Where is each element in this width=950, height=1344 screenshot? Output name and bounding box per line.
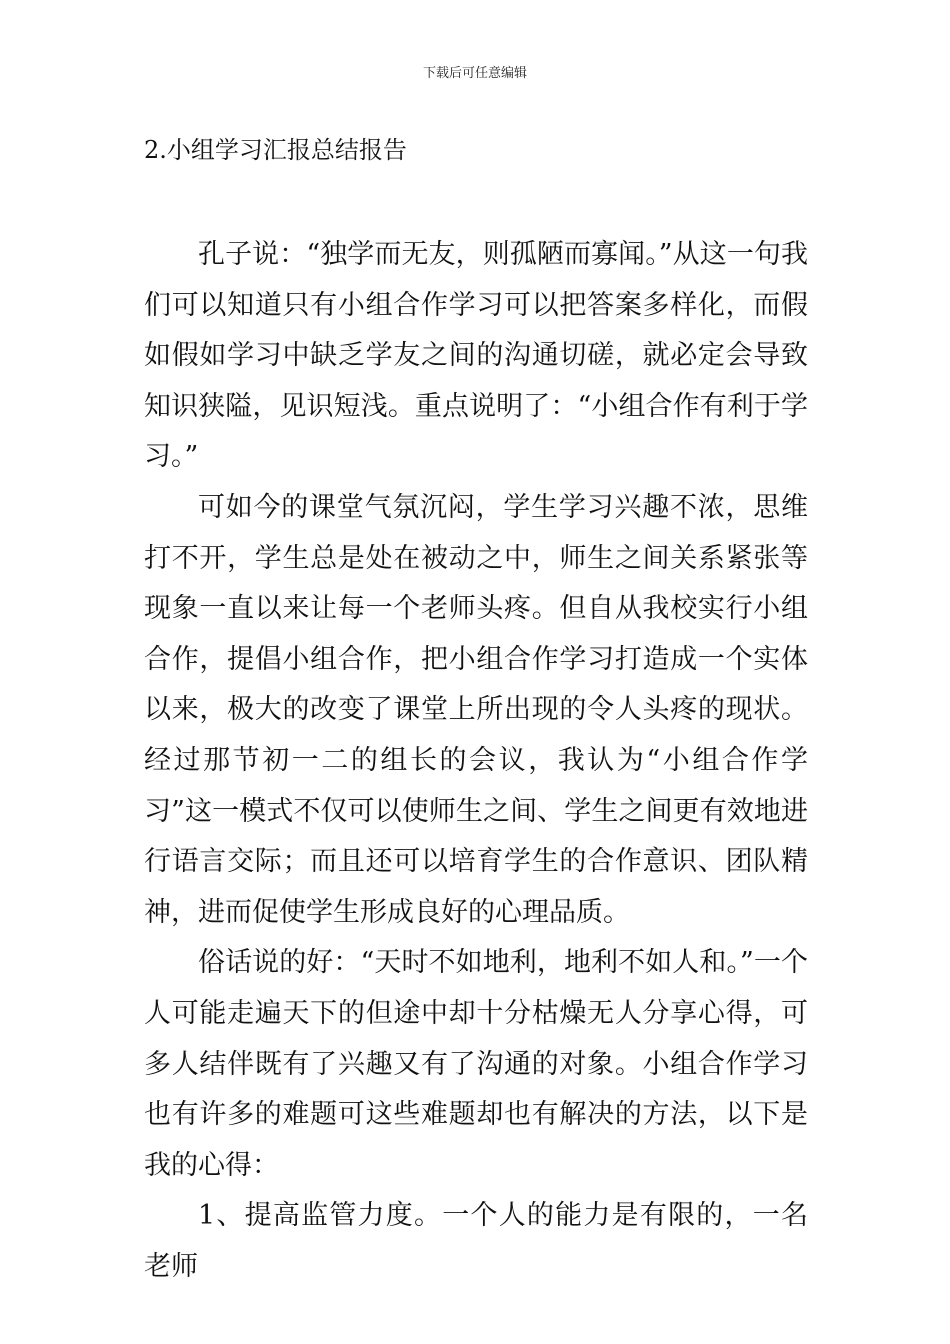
document-body	[144, 230, 808, 1292]
paragraph-classroom-problems: 可如今的课堂气氛沉闷，学生学习兴趣不浓，思维打不开，学生总是处在被动之中，师生之间关系紧张等现象一直以来让每一个老师头疼。但自从我校实行小组合作，提倡小组合作，把小组合作学习打造成一个实体以来，极大的改变了课堂上所出现的令人头疼的现状。经过那节初一二的组长的会议，我认为“小组合作学习”这一模式不仅可以使师生之间、学生之间更有效地进行语言交际；而且还可以培育学生的合作意识、团队精神，进而促使学生形成良好的心理品质。	[144, 491, 808, 928]
page-header-note: 下载后可任意编辑	[422, 66, 527, 81]
paragraph-point-one: 1、提高监管力度。一个人的能力是有限的，一名老师	[144, 1200, 808, 1282]
paragraph-proverb: 俗话说的好：“天时不如地利，地利不如人和。”一个人可能走遍天下的但途中却十分枯燥无人分享心得，可多人结伴既有了兴趣又有了沟通的对象。小组合作学习也有许多的难题可这些难题却也有解决的方法，以下是我的心得：	[144, 947, 808, 1181]
document-title: 2.小组学习汇报总结报告	[144, 136, 407, 164]
paragraph-confucius-quote: 孔子说：“独学而无友，则孤陋而寡闻。”从这一句我们可以知道只有小组合作学习可以把答案多样化，而假如假如学习中缺乏学友之间的沟通切磋，就必定会导致知识狭隘，见识短浅。重点说明了：“小组合作有利于学习。”	[144, 239, 808, 473]
